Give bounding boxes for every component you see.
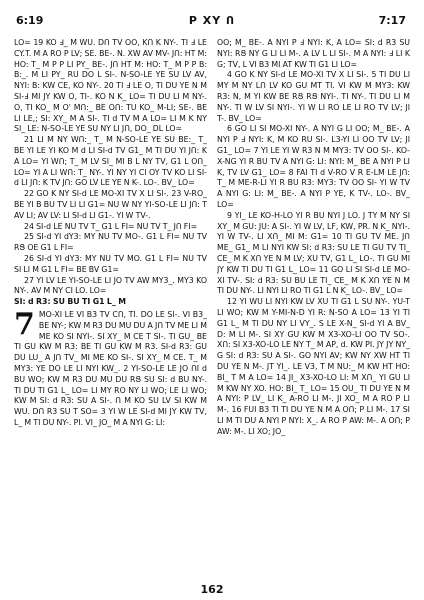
paragraph: 12 YI WU LI NYI KW LV XU TI G1 L SU NY-. YU-T LI WO; KW M Y-MI-N-D YI R: N-SO A LO= 13 YI TI G1 L_ M TI DU NY LI VY_. S LE X-N_ SI-d YI A BV_ D: M LI M-. SI XY GU KW M X3-XO-LI OO TV SO-. XՈ: SI X3-XO-LO LE NY T_ M AP, d. KW PI. JY JY NY_ G SI: d R3: SU A SI-. GO NYI AV; KW NY XW HT TI DU YE N M-. JT YI_. LE V3, T M NU:_ M KW HT HO: BI_ T M A LO= 14 JI_ X3-XO-LO LI: M XՈ_ YI GU LI M KW NY XO. HO: BI_ T_ LO= 15 OU_ TI DU YE N M A NYI: P LV_ LI K_ A-RO LI M-. JI XO_ M A RO P LI M-. 16 FUI B3 TI TI DU YE N M A OՈ; P LI M-. 17 SI LI M TI DU A NYI P NYI: X_. A RO P AW: M-. A OՈ; P AW: M-. LI XO; JO_: [217, 297, 410, 436]
paragraph: 24 SI-d LE NU TV T_ G1 L FI= NU TV T_ JՈ FI=: [24, 221, 198, 231]
chapter-number: 7: [14, 306, 35, 342]
header-right-reference: 7:17: [378, 14, 406, 27]
two-column-text: [14, 38, 410, 580]
chapter-start: [14, 306, 207, 429]
paragraph: 27 YI LV LE YI-SO-LE LI JO TV AW MY3_. MY3 KO NY-. AV M NY CI LO. LO=: [14, 275, 207, 296]
left-column: [14, 38, 207, 580]
paragraph: 25 SI-d YI dY3: MY NU TV MO-. G1 L FI= NU TV RՑ OE G1 L FI=: [14, 232, 207, 253]
right-column: [217, 38, 410, 580]
header-left-reference: 6:19: [16, 14, 44, 27]
paragraph: OO; M_ BE-. A NYI P Ⅎ NYI: K, A LO= SI: d R3 SU NYI: RՑ NY G LI LI M-. A LV L LI SI-. M A NYI: Ⅎ LI K G; TV, L VI B3 MI AT KW TI G1 LI LO=: [217, 38, 410, 69]
paragraph: 9 YI_ LE KO-H-LO YI R BU NYI J LO. J TY M NY SI XY_ M GU: JU: A SI-. YI W LV, LF, KW, PR. N K_ NYI-. YI W TV-. LI XՈ_ MI M: G1= 10 TI GU TV ME. JՈ ME_ G1_ M LI NYI KW SI: d R3: SU LE TI GU TV TI_ CE_ M K XՈ YE N M LV; XU TV, G1 L_ LO-. TI GU MI JY KW TI DU TI G1 L_ LO= 11 GO LI SI SI-d LE MO-XI TV-. SI: d R3: SU BU LE TI_ CE_ M K XՈ YE N M TI DU NY-. LI NYI LI RO TI G1 L N K_ LO-. BV_ LO=: [217, 210, 410, 296]
running-header: [14, 12, 410, 32]
section-heading: SI: d R3: SU BU TI G1 L_ M: [14, 297, 126, 307]
page-number: 162: [200, 583, 224, 596]
paragraph: 22 GO K NY SI-d LE MO-XI TV X LI SI-. 23 V-RO_ BE YI B BU TV LI LI G1= NU W NY YI-SO-LE LI JՈ: T AV LI; AV LV: LI SI-d LI G1-. YI W TV-.: [14, 189, 207, 220]
paragraph: MO-XI LE VI B3 TV CՈ, TI. DO LE SI-. VI B3_ BE NY-; KW M R3 DU MU DU A JՈ TV ME LI M ME KO SI NYI-. SI XY_ M CE T SI-. TI GU_ BE TI GU KW M R3: BE TI GU KW M R3. SI-d R3: GU DU LU_ A JՈ TV_ MI ME KO SI-. SI XY_ M CE. T_ M MY3: YE DO LE LI NYI KW_. 2 YI-SO-LE LE JO ՈI d BU WO; KW M R3 DU MU DU RՑ SU SI: d BU NY-. TI DU TI G1 L_ LO= LI MY RO NY LI WO; LE LI WO; KW M SI: d R3: SU A SI-. Ո M KO SU LV SI KW M WU. DՈ R3 SU T SO= 3 YI W LE SI-d MI JY KW TV, L_ M TI DU NY-. PI. VI_ JO_ M A NYI G: LI:: [14, 309, 207, 427]
paragraph: 6 GO LI SI MO-XI NY-. A NYI G LI OO; M_ BE-. A NYI P Ⅎ NYI: K, M KO RU SI-. L3-YI LI OO TV LV; JI G1_ LO= 7 YI LE YI W R3 N M MY3: TV OO SI-. KO-X-NG YI R BU TV A NYI G: LI: NYI: M_ BE A NYI P LI K, TV LV G1_ LO= 8 FAI TI d V-RO V R E-LM LE JՈ: T_ M ME-R-LI YI R BU R3: MY3: TV OO SI- YI W TV A NYI G: LI: M_ BE-. A NYI P YE, K TV-. LO-. BV_ LO=: [217, 124, 410, 209]
paragraph: 21 LI M NY WՈ:_ T_ M N-SO-LE YE SU BE:_ T_ BE YI LE YI KO M d LI SI-d TV G1_ M TI DU YI JՈ: K A LO= YI WՈ; T_ M LV SI_ MI B L NY TV, G1 L OՈ_ LO= YI A LI WՈ: T_ NY-. YI NY YI CI OY TV KO LI SI-d LI JՈ: K TV JՈ: GO LV LE YE N K-. LO-. BV_ LO=: [14, 135, 207, 188]
paragraph: 4 GO K NY SI-d LE MO-XI TV X LI SI-. 5 TI DU LI MY M NY LՈ LV KO GU MT TI. VI KW M MY3: KW R3: N, M YI KW BE RՑ RՑ NYI-. TI NY-. TI DU LI M NY-. TI W LV SI NYI-. YI W LI RO LE LI RO TV LV; JI T-. BV_ LO=: [217, 70, 410, 123]
paragraph: LO= 19 KO Ⅎ_ M WU. DՈ TV OO, KՈ K NY-. TI Ⅎ LE CY.T. M A RO P LV; SE. BE-. N. XW AV MV- JՈ: HT M: HO: T_ M P P LI PY_ BE-. JՈ HT M: HO: T_ M P P B: B:_. M LI PY_ RU DO L SI-. N-SO-LE YE SU LV AV, NYI: B: KW CE, KO NY-. 20 TI Ⅎ LE O, TI DU YE N M SI-Ⅎ MI JY KW O, TI-. KO N K_ LO= TI DU LI M NY-. O, TI KO_ M O' MՈ:_ BE OՈ: TU KO_ M-LI; SE-. BE LI LE,; SI: XY_ M A SI-. TI d TV M A LO= LI M K NY SI_ LE: N-SO-LE YE SU NY LI JՈ, DO_ DL LO=: [14, 38, 207, 134]
paragraph: 26 SI-d YI dY3: MY NU TV MO. G1 L FI= NU TV SI LI M G1 L FI= BE BV G1=: [14, 253, 207, 274]
header-book-title: P XY Ո: [188, 14, 236, 27]
